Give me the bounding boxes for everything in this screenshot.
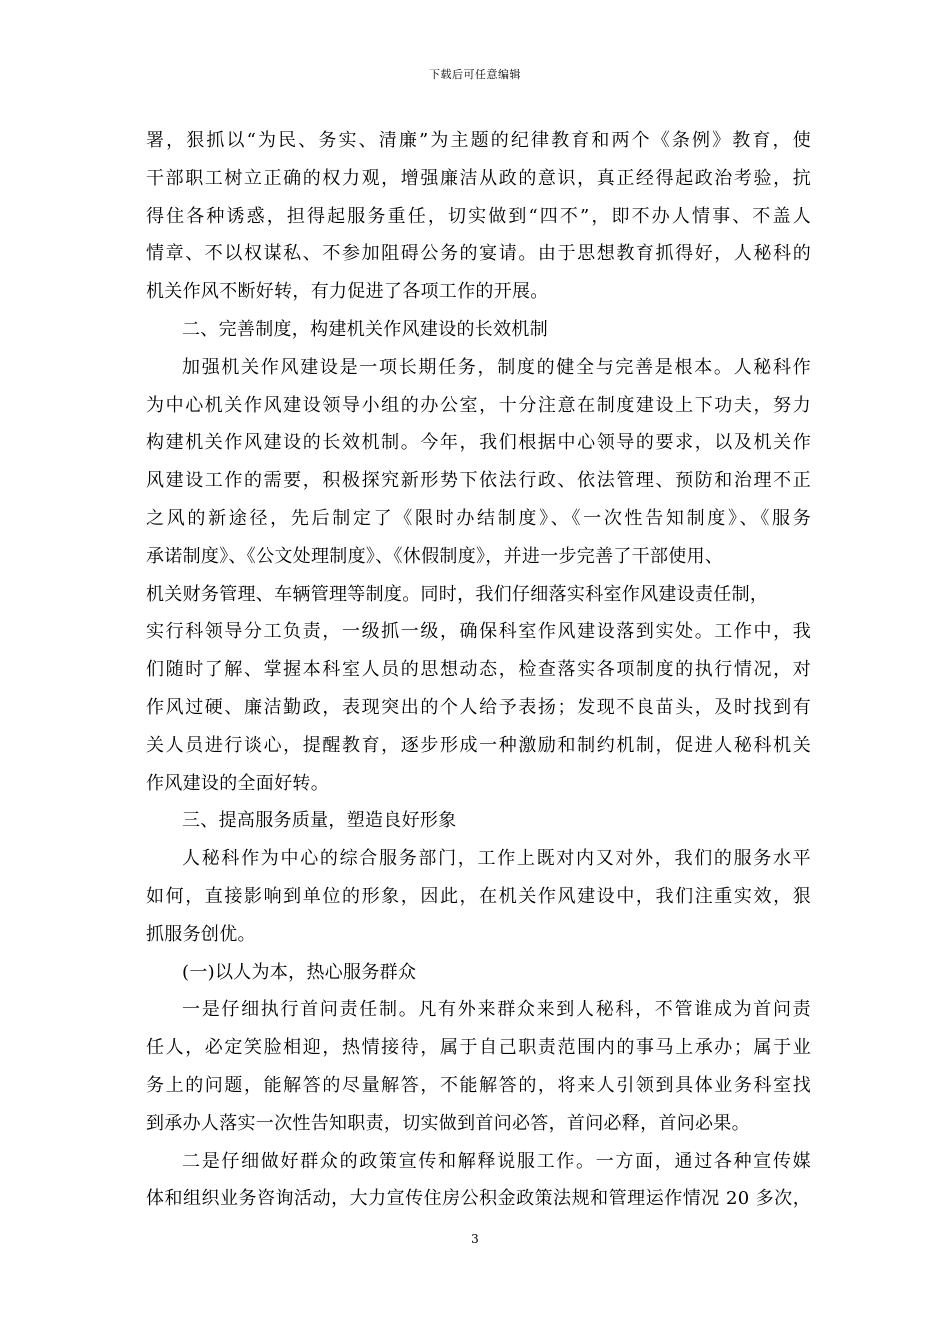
text-line: 承诺制度》、《公文处理制度》、《休假制度》，并进一步完善了干部使用、 [146,545,724,567]
text-line: 任人，必定笑脸相迎，热情接待，属于自己职责范围内的事马上承办；属于业 [146,1037,811,1059]
text-line: 干部职工树立正确的权力观，增强廉洁从政的意识，真正经得起政治考验，抗 [146,167,811,189]
text-line: 们随时了解、掌握本科室人员的思想动态，检查落实各项制度的执行情况，对 [146,659,811,681]
text-line: 署，狠抓以“为民、务实、清廉”为主题的纪律教育和两个《条例》教育，使 [146,130,811,151]
text-line: 务上的问题，能解答的尽量解答，不能解答的，将来人引领到具体业务科室找 [146,1074,811,1096]
text-line: 为中心机关作风建设领导小组的办公室，十分注意在制度建设上下功夫，努力 [146,394,811,416]
text-line: 风建设工作的需要，积极探究新形势下依法行政、依法管理、预防和治理不正 [146,470,811,492]
text-line: 抓服务创优。 [146,923,256,945]
text-line: 作风建设的全面好转。 [146,772,329,794]
text-line: 到承办人落实一次性告知职责，切实做到首问必答，首问必释，首问必果。 [146,1112,750,1134]
text-line: 构建机关作风建设的长效机制。今年，我们根据中心领导的要求，以及机关作 [146,432,811,454]
text-line: (一)以人为本，热心服务群众 [182,961,417,983]
text-line: 情章、不以权谋私、不参加阻碍公务的宴请。由于思想教育抓得好，人秘科的 [146,243,811,265]
text-line: 二是仔细做好群众的政策宣传和解释说服工作。一方面，通过各种宣传媒 [182,1150,811,1172]
text-line: 关人员进行谈心，提醒教育，逐步形成一种激励和制约机制，促进人秘科机关 [146,734,811,756]
text-line: 得住各种诱惑，担得起服务重任，切实做到“四不”，即不办人情事、不盖人 [146,205,811,227]
page-number: 3 [471,1232,479,1246]
text-line: 机关作风不断好转，有力促进了各项工作的开展。 [146,281,549,303]
text-line: 人秘科作为中心的综合服务部门，工作上既对内又对外，我们的服务水平 [182,848,811,870]
text-line: 三、提高服务质量，塑造良好形象 [182,810,457,832]
text-line: 加强机关作风建设是一项长期任务，制度的健全与完善是根本。人秘科作 [182,356,811,378]
page-header: 下载后可任意编辑 [429,68,521,81]
text-line: 机关财务管理、车辆管理等制度。同时，我们仔细落实科室作风建设责任制， [146,583,769,605]
text-line: 如何，直接影响到单位的形象，因此，在机关作风建设中，我们注重实效，狠 [146,885,811,907]
text-line: 二、完善制度，构建机关作风建设的长效机制 [182,318,548,340]
text-line: 之风的新途径，先后制定了《限时办结制度》、《一次性告知制度》、《服务 [146,507,811,529]
text-line: 实行科领导分工负责，一级抓一级，确保科室作风建设落到实处。工作中，我 [146,621,811,643]
text-line: 体和组织业务咨询活动，大力宣传住房公积金政策法规和管理运作情况 20 多次， [146,1188,811,1210]
text-line: 一是仔细执行首问责任制。凡有外来群众来到人秘科，不管谁成为首问责 [182,999,811,1021]
document-body [146,122,811,1218]
text-line: 作风过硬、廉洁勤政，表现突出的个人给予表扬；发现不良苗头，及时找到有 [146,696,811,718]
